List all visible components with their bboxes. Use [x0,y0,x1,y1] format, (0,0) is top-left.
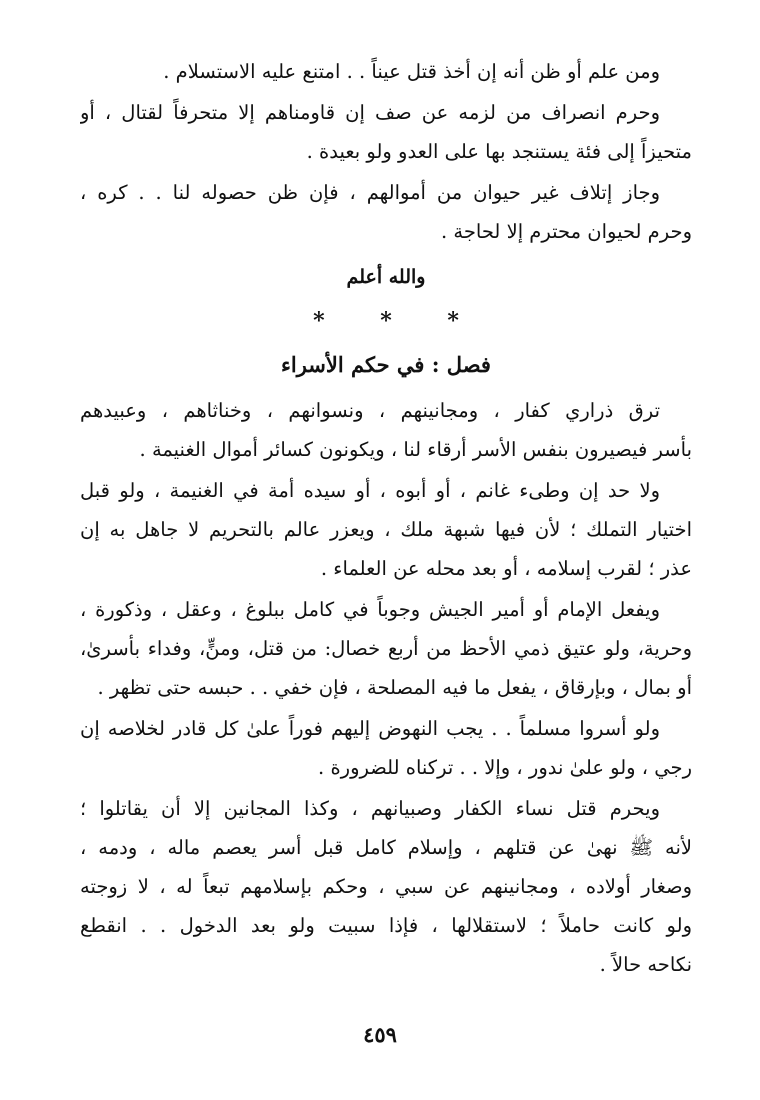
paragraph [80,590,692,707]
page-number: ٤٥٩ [363,1022,397,1047]
paragraph [80,52,692,91]
text-line: وحرم انصراف من لزمه عن صف إن قاومناهم إلا متحرفاً لقتال ، أو [80,101,660,124]
text-line: ومن علم أو ظن أنه إن أخذ قتل عيناً . . امتنع عليه الاستسلام . [163,60,660,83]
text-line: ولو كانت حاملاً ؛ لاستقلالها ، فإذا سبيت ولو بعد الدخول . . انقطع [80,914,692,937]
paragraph [80,173,692,251]
closing-phrase: والله أعلم [346,266,426,288]
text-line: ولا حد إن وطىء غانم ، أو أبوه ، أو سيده أمة في الغنيمة ، ولو قبل [80,479,660,502]
text-line: متحيزاً إلى فئة يستنجد بها على العدو ولو بعيدة . [306,140,692,163]
text-line: عذر ؛ لقرب إسلامه ، أو بعد محله عن العلماء . [320,557,692,580]
text-line: ولو أسروا مسلماً . . يجب النهوض إليهم فوراً علىٰ كل قادر لخلاصه إن [80,717,660,740]
text-line: وصغار أولاده ، ومجانينهم عن سبي ، وحكم بإسلامهم تبعاً له ، لا زوجته [80,875,692,898]
section-separator: * * * [313,308,483,334]
text-line: اختيار التملك ؛ لأن فيها شبهة ملك ، ويعزر عالم بالتحريم لا جاهل به إن [80,518,692,541]
page-body [80,52,692,984]
text-line: وحرم لحيوان محترم إلا لحاجة . [441,220,692,243]
paragraph [80,789,692,984]
text-line: رجي ، ولو علىٰ ندور ، وإلا . . تركناه للضرورة . [318,756,692,779]
paragraph [80,471,692,588]
section-title: فصل : في حكم الأسراء [281,352,491,377]
text-line: وحرية، ولو عتيق ذمي الأحظ من أربع خصال: من قتل، ومنٍّ، وفداء بأسرىٰ، [80,637,692,660]
text-line: نكاحه حالاً . [599,953,692,976]
text-line: أو بمال ، وبإرقاق ، يفعل ما فيه المصلحة ، فإن خفي . . حبسه حتى تظهر . [97,676,692,699]
text-line: وجاز إتلاف غير حيوان من أموالهم ، فإن ظن حصوله لنا . . كره ، [80,181,660,204]
text-line: ويحرم قتل نساء الكفار وصبيانهم ، وكذا المجانين إلا أن يقاتلوا ؛ [80,797,660,820]
text-line: ويفعل الإمام أو أمير الجيش وجوباً في كامل ببلوغ ، وعقل ، وذكورة ، [80,598,660,621]
text-line: ترق ذراري كفار ، ومجانينهم ، ونسوانهم ، وخناثاهم ، وعبيدهم [80,399,660,422]
paragraph [80,93,692,171]
paragraph [80,391,692,469]
paragraph [80,709,692,787]
text-line: بأسر فيصيرون بنفس الأسر أرقاء لنا ، ويكونون كسائر أموال الغنيمة . [139,438,692,461]
text-line: لأنه ﷺ نهىٰ عن قتلهم ، وإسلام كامل قبل أسر يعصم ماله ، ودمه ، [80,836,692,859]
